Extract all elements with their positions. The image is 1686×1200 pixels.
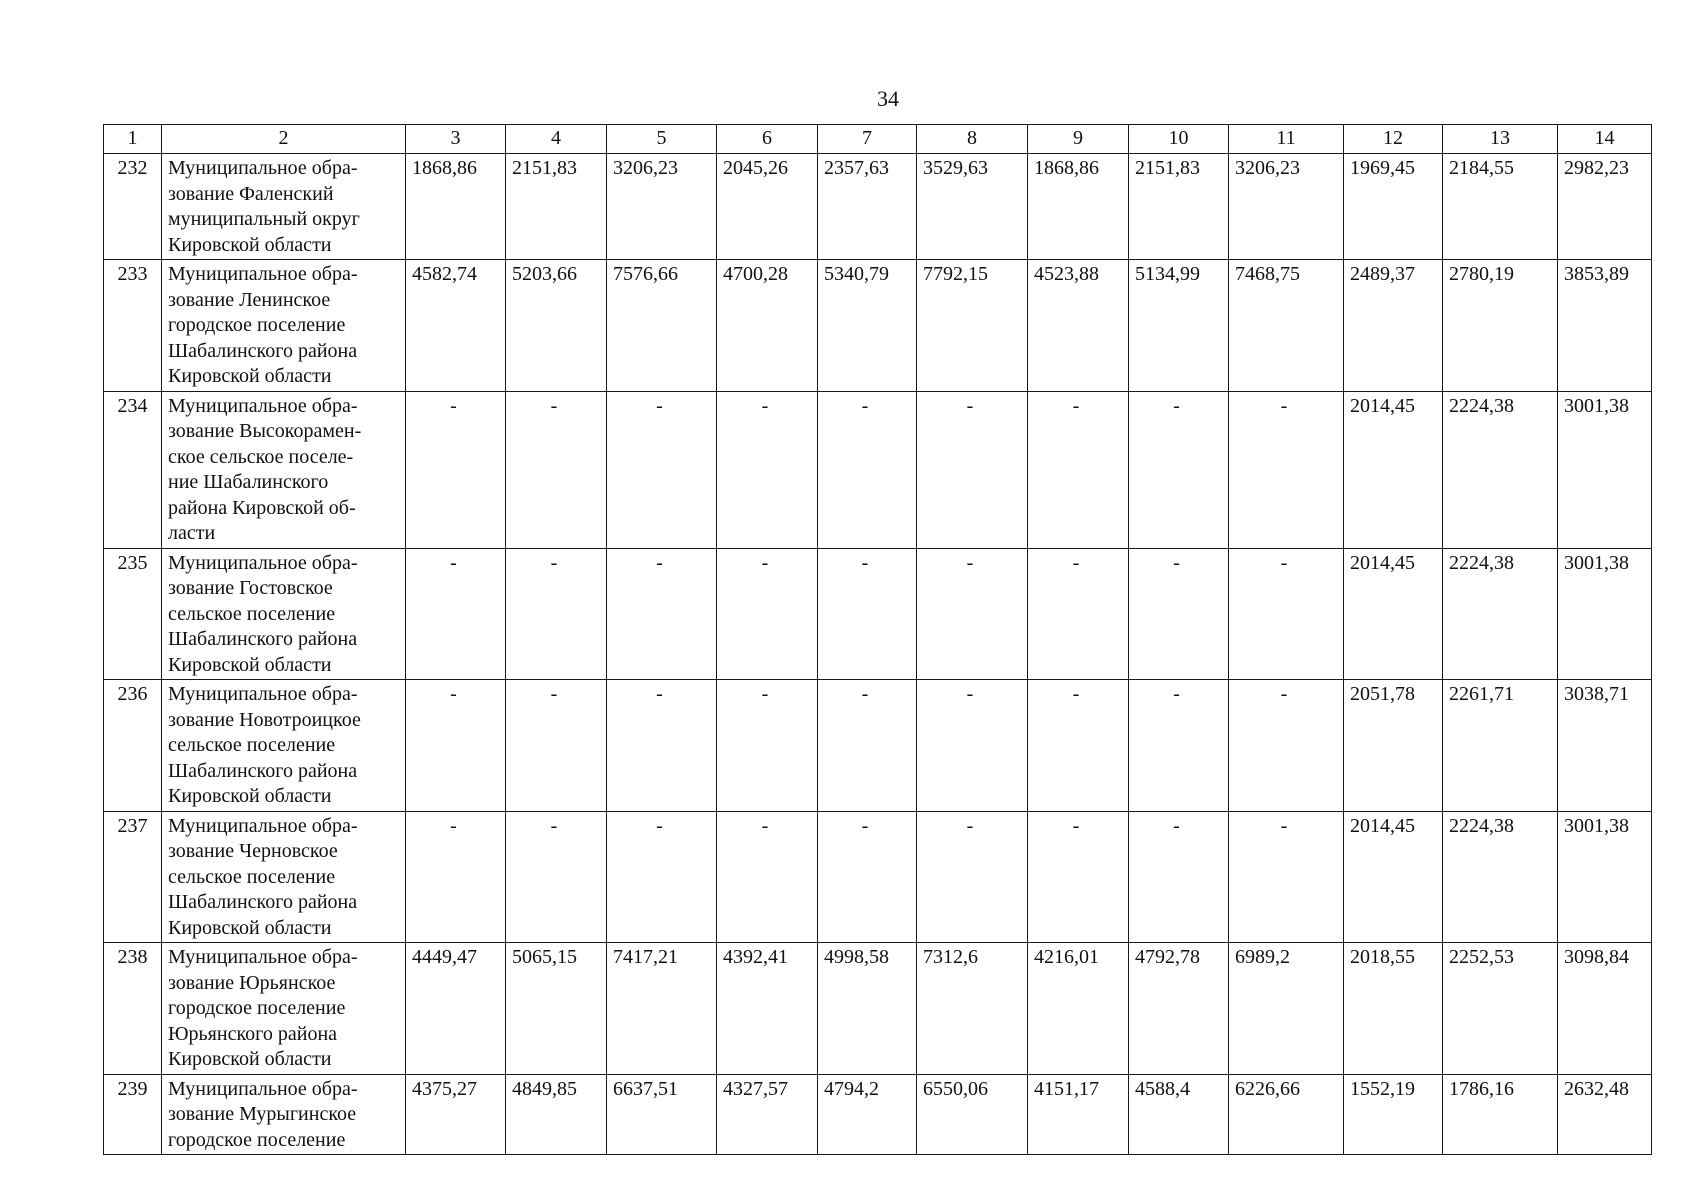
name-line: муниципальный округ xyxy=(168,208,360,230)
value-cell: 6226,66 xyxy=(1229,1074,1344,1155)
value-cell: - xyxy=(607,680,717,812)
value-cell: - xyxy=(818,811,917,943)
value-cell: 3853,89 xyxy=(1558,260,1652,392)
municipality-name xyxy=(162,1074,406,1155)
municipality-name xyxy=(162,548,406,680)
value-cell: 5340,79 xyxy=(818,260,917,392)
name-line: зование Юрьянское xyxy=(168,971,336,994)
name-line: зование Гостовское xyxy=(168,577,333,599)
table-row xyxy=(104,1074,1652,1155)
value-cell: 2014,45 xyxy=(1344,811,1443,943)
value-cell: 2151,83 xyxy=(1129,154,1229,260)
column-number: 8 xyxy=(917,125,1028,154)
row-number: 238 xyxy=(104,943,162,1075)
name-line: сельское поселение xyxy=(168,734,336,756)
row-number: 233 xyxy=(104,260,162,392)
name-line: Муниципальное обра- xyxy=(168,551,358,574)
column-number: 11 xyxy=(1229,125,1344,154)
value-cell: - xyxy=(607,391,717,548)
value-cell: 4582,74 xyxy=(406,260,506,392)
column-number: 2 xyxy=(162,125,406,154)
value-cell: - xyxy=(917,811,1028,943)
value-cell: - xyxy=(917,548,1028,680)
value-cell: 2224,38 xyxy=(1443,391,1558,548)
name-line: Муниципальное обра- xyxy=(168,263,358,285)
value-cell: 3038,71 xyxy=(1558,680,1652,812)
value-cell: - xyxy=(717,391,818,548)
value-cell: - xyxy=(818,548,917,680)
value-cell: 2018,55 xyxy=(1344,943,1443,1075)
municipality-name xyxy=(162,811,406,943)
row-number: 234 xyxy=(104,391,162,548)
value-cell: 3529,63 xyxy=(917,154,1028,260)
value-cell: 4794,2 xyxy=(818,1074,917,1155)
value-cell: 2224,38 xyxy=(1443,811,1558,943)
value-cell: - xyxy=(506,811,607,943)
table-body xyxy=(104,125,1652,1155)
municipality-name xyxy=(162,260,406,392)
data-table xyxy=(103,124,1652,1155)
name-line: Шабалинского района xyxy=(168,891,358,913)
name-line: ласти xyxy=(168,522,216,544)
value-cell: 7792,15 xyxy=(917,260,1028,392)
value-cell: - xyxy=(1229,391,1344,548)
value-cell: 2045,26 xyxy=(717,154,818,260)
table-row xyxy=(104,943,1652,1075)
value-cell: - xyxy=(717,680,818,812)
column-number: 10 xyxy=(1129,125,1229,154)
value-cell: 4375,27 xyxy=(406,1074,506,1155)
name-line: ское сельское поселе- xyxy=(168,445,354,468)
row-number: 239 xyxy=(104,1074,162,1155)
municipality-name xyxy=(162,943,406,1075)
value-cell: - xyxy=(406,680,506,812)
value-cell: 1868,86 xyxy=(1028,154,1129,260)
value-cell: - xyxy=(1129,391,1229,548)
row-number: 236 xyxy=(104,680,162,812)
value-cell: 6550,06 xyxy=(917,1074,1028,1155)
name-line: зование Высокорамен- xyxy=(168,420,362,442)
value-cell: 3001,38 xyxy=(1558,811,1652,943)
name-line: городское поселение xyxy=(168,1128,346,1151)
name-line: городское поселение xyxy=(168,997,346,1019)
name-line: Шабалинского района xyxy=(168,759,358,782)
column-number: 7 xyxy=(818,125,917,154)
value-cell: 2014,45 xyxy=(1344,391,1443,548)
value-cell: 4792,78 xyxy=(1129,943,1229,1075)
page-number: 34 xyxy=(877,86,899,111)
value-cell: - xyxy=(506,680,607,812)
value-cell: 4449,47 xyxy=(406,943,506,1075)
value-cell: - xyxy=(1129,680,1229,812)
name-line: зование Ленинское xyxy=(168,288,331,311)
value-cell: 4588,4 xyxy=(1129,1074,1229,1155)
value-cell: - xyxy=(717,548,818,680)
name-line: ние Шабалинского xyxy=(168,471,329,493)
value-cell: 1969,45 xyxy=(1344,154,1443,260)
value-cell: 3098,84 xyxy=(1558,943,1652,1075)
column-number: 6 xyxy=(717,125,818,154)
value-cell: 2014,45 xyxy=(1344,548,1443,680)
column-number-row xyxy=(104,125,1652,154)
value-cell: 6637,51 xyxy=(607,1074,717,1155)
value-cell: 2051,78 xyxy=(1344,680,1443,812)
row-number: 235 xyxy=(104,548,162,680)
value-cell: 1868,86 xyxy=(406,154,506,260)
value-cell: 4327,57 xyxy=(717,1074,818,1155)
table-row xyxy=(104,811,1652,943)
table-row xyxy=(104,154,1652,260)
table-row xyxy=(104,260,1652,392)
column-number: 3 xyxy=(406,125,506,154)
column-number: 1 xyxy=(104,125,162,154)
name-line: района Кировской об- xyxy=(168,496,356,519)
value-cell: 2151,83 xyxy=(506,154,607,260)
value-cell: - xyxy=(917,680,1028,812)
value-cell: 5203,66 xyxy=(506,260,607,392)
value-cell: 7576,66 xyxy=(607,260,717,392)
value-cell: - xyxy=(1028,811,1129,943)
column-number: 9 xyxy=(1028,125,1129,154)
municipality-name xyxy=(162,391,406,548)
value-cell: - xyxy=(1229,680,1344,812)
value-cell: 4523,88 xyxy=(1028,260,1129,392)
name-line: Юрьянского района xyxy=(168,1022,338,1045)
column-number: 14 xyxy=(1558,125,1652,154)
value-cell: 4700,28 xyxy=(717,260,818,392)
column-number: 4 xyxy=(506,125,607,154)
name-line: Кировской области xyxy=(168,653,332,676)
value-cell: 2982,23 xyxy=(1558,154,1652,260)
value-cell: 1552,19 xyxy=(1344,1074,1443,1155)
name-line: Кировской области xyxy=(168,233,332,256)
value-cell: 7417,21 xyxy=(607,943,717,1075)
value-cell: 3206,23 xyxy=(1229,154,1344,260)
name-line: зование Мурыгинское xyxy=(168,1103,357,1125)
value-cell: - xyxy=(607,811,717,943)
value-cell: - xyxy=(506,391,607,548)
column-number: 5 xyxy=(607,125,717,154)
value-cell: - xyxy=(1229,811,1344,943)
value-cell: 2224,38 xyxy=(1443,548,1558,680)
value-cell: 5065,15 xyxy=(506,943,607,1075)
name-line: городское поселение xyxy=(168,314,346,336)
value-cell: 2252,53 xyxy=(1443,943,1558,1075)
value-cell: 7312,6 xyxy=(917,943,1028,1075)
row-number: 232 xyxy=(104,154,162,260)
value-cell: 5134,99 xyxy=(1129,260,1229,392)
name-line: Муниципальное обра- xyxy=(168,394,358,417)
value-cell: 2489,37 xyxy=(1344,260,1443,392)
value-cell: - xyxy=(406,548,506,680)
name-line: Шабалинского района xyxy=(168,628,358,650)
row-number: 237 xyxy=(104,811,162,943)
value-cell: - xyxy=(1229,548,1344,680)
value-cell: - xyxy=(1028,548,1129,680)
table-row xyxy=(104,680,1652,812)
value-cell: 3001,38 xyxy=(1558,391,1652,548)
name-line: Кировской области xyxy=(168,916,332,939)
value-cell: - xyxy=(818,391,917,548)
name-line: Кировской области xyxy=(168,785,332,807)
name-line: Муниципальное обра- xyxy=(168,814,358,837)
column-number: 13 xyxy=(1443,125,1558,154)
name-line: зование Черновское xyxy=(168,840,338,862)
name-line: Муниципальное обра- xyxy=(168,683,358,705)
value-cell: 2357,63 xyxy=(818,154,917,260)
municipality-name xyxy=(162,154,406,260)
value-cell: 2632,48 xyxy=(1558,1074,1652,1155)
name-line: Кировской области xyxy=(168,365,332,387)
name-line: Кировской области xyxy=(168,1048,332,1070)
value-cell: - xyxy=(1129,811,1229,943)
table-row xyxy=(104,548,1652,680)
value-cell: 3001,38 xyxy=(1558,548,1652,680)
value-cell: - xyxy=(607,548,717,680)
name-line: Муниципальное обра- xyxy=(168,157,358,179)
name-line: зование Новотроицкое xyxy=(168,708,361,731)
table-row xyxy=(104,391,1652,548)
value-cell: - xyxy=(818,680,917,812)
value-cell: - xyxy=(506,548,607,680)
value-cell: 3206,23 xyxy=(607,154,717,260)
value-cell: 4151,17 xyxy=(1028,1074,1129,1155)
value-cell: - xyxy=(717,811,818,943)
value-cell: - xyxy=(406,811,506,943)
value-cell: 4392,41 xyxy=(717,943,818,1075)
value-cell: - xyxy=(406,391,506,548)
value-cell: - xyxy=(1129,548,1229,680)
value-cell: - xyxy=(917,391,1028,548)
value-cell: 2780,19 xyxy=(1443,260,1558,392)
name-line: Шабалинского района xyxy=(168,339,358,362)
value-cell: 2261,71 xyxy=(1443,680,1558,812)
name-line: Муниципальное обра- xyxy=(168,1077,358,1100)
name-line: Муниципальное обра- xyxy=(168,946,358,968)
column-number: 12 xyxy=(1344,125,1443,154)
municipality-name xyxy=(162,680,406,812)
value-cell: 1786,16 xyxy=(1443,1074,1558,1155)
name-line: зование Фаленский xyxy=(168,182,334,205)
value-cell: 4998,58 xyxy=(818,943,917,1075)
value-cell: 4216,01 xyxy=(1028,943,1129,1075)
value-cell: 6989,2 xyxy=(1229,943,1344,1075)
value-cell: 4849,85 xyxy=(506,1074,607,1155)
name-line: сельское поселение xyxy=(168,602,336,625)
name-line: сельское поселение xyxy=(168,865,336,888)
value-cell: 7468,75 xyxy=(1229,260,1344,392)
value-cell: - xyxy=(1028,680,1129,812)
value-cell: 2184,55 xyxy=(1443,154,1558,260)
value-cell: - xyxy=(1028,391,1129,548)
